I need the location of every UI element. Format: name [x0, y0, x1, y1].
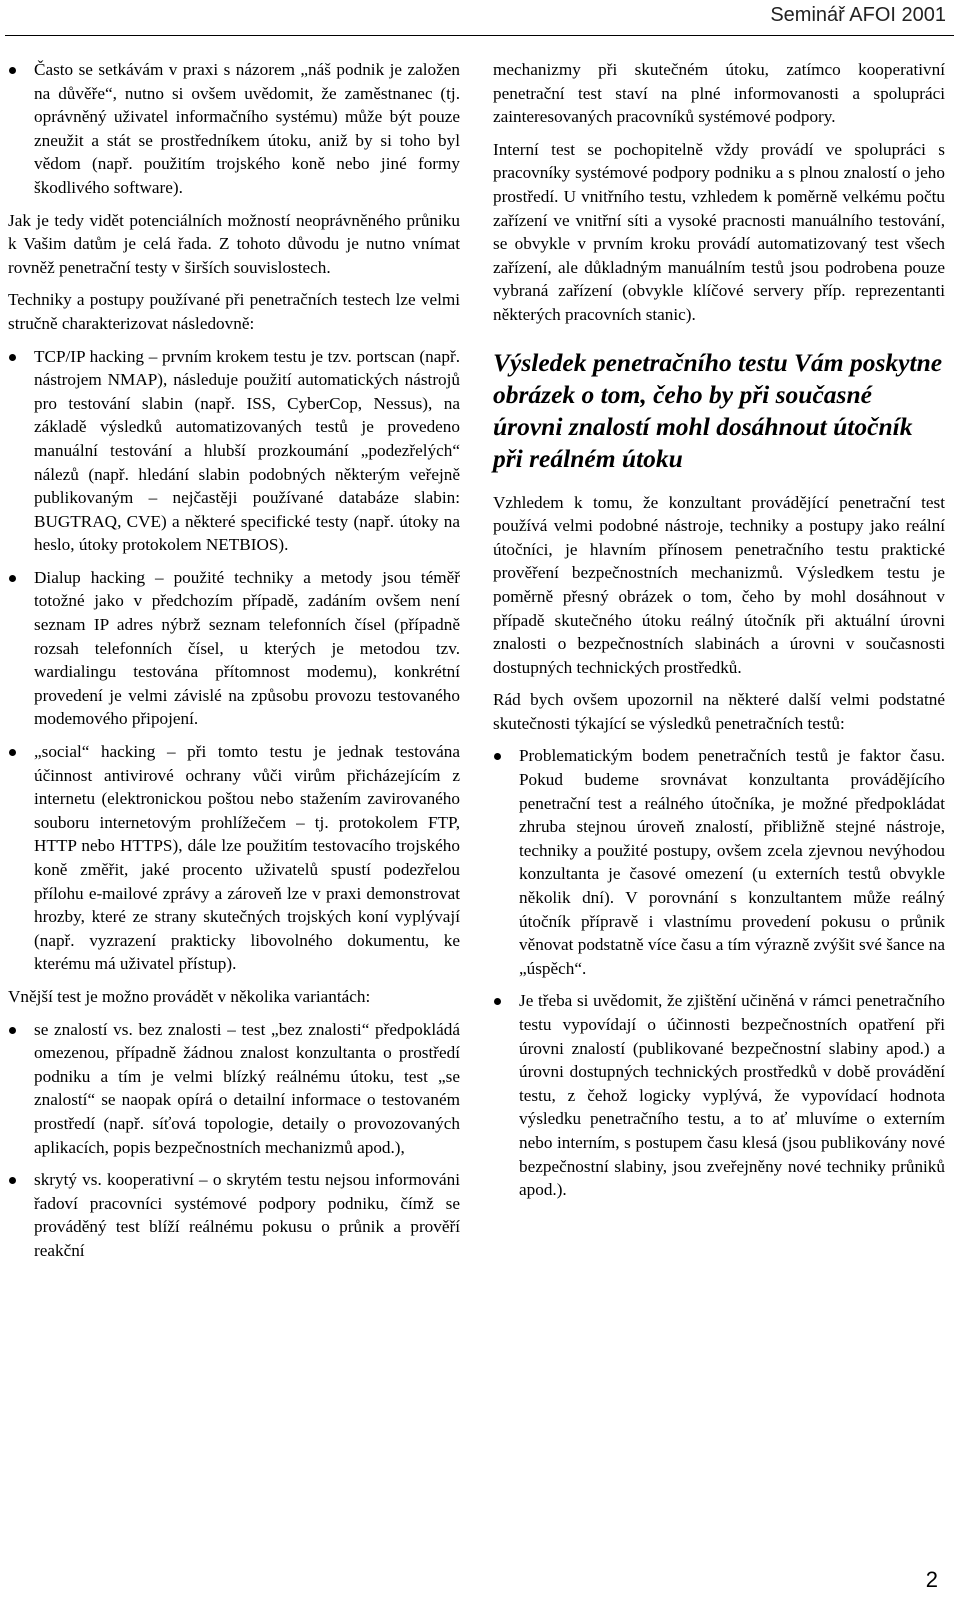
paragraph-internal-test: Interní test se pochopitelně vždy provádí ve spolupráci s pracovníky systémové podpory podniku a s plnou znalostí o jeho prostředí. U vnitřního testu, vzhledem k poměrně velkému počtu zařízení ve vnitřní síti a vysoké pracnosti manuálního testování, se obvykle v prvním kroku provádí automatizovaný test všech zařízení, ale důkladným manuálním testů jsou podrobena pouze vybraná zařízení (obvykle klíčové servery příp. reprezentanti některých pracovních stanic). — [493, 139, 945, 324]
variant-covert: skrytý vs. kooperativní – o skrytém testu nejsou informováni řadoví pracovníci systémové podpory podniku, čímž se prováděný test blíží reálnému pokusu o průnik a prověří reakční — [8, 1168, 460, 1262]
page-number: 2 — [925, 1567, 938, 1592]
intro-list — [8, 58, 460, 200]
paragraph-note-intro: Rád bych ovšem upozornil na některé další velmi podstatné skutečnosti týkající se výsledků penetračních testů: — [493, 690, 945, 733]
technique-social: „social“ hacking – při tomto testu je jednak testována účinnost antivirové ochrany vůči virům přicházejícím z internetu (elektronickou poštou nebo stažením zavirovaného souboru internetovým prohlížečem – tj. protokolem FTP, HTTP nebo HTTPS), dále lze použitím testovacího trojského koně změřit, jaké procento uživatelů spustí podezřelou přílohu e-mailové zprávy a zároveň lze v praxi demonstrovat hrozby, které ze strany skutečných trojských koní vyplývají (např. vyzrazení prakticky libovolného dokumentu, ke kterému má uživatel přístup). — [8, 740, 460, 976]
paragraph-penetration-context: Jak je tedy vidět potenciálních možností neoprávněného průniku k Vašim datům je celá řada. Z tohoto důvodu je nutno vnímat rovněž penetrační testy v širších souvislostech. — [8, 210, 460, 277]
intro-bullet: Často se setkávám v praxi s názorem „náš podnik je založen na důvěře“, nutno si ovšem uvědomit, že zaměstnanec (tj. oprávněný uživatel informačního systému) může být pouze zneužit a stát se prostředníkem útoku, aniž by si toho byl vědom (např. použitím trojského koně nebo jiné formy škodlivého software). — [8, 58, 460, 200]
paragraph-result: Vzhledem k tomu, že konzultant provádějící penetrační test používá velmi podobné nástroje, techniky a postupy jako reální útočníci, je hlavním přínosem penetračního testu praktické prověření bezpečnostních mechanizmů. Výsledkem testu je poměrně přesný obrázek o tom, čeho by mohl dosáhnout v případě skutečného útoku reálný útočník při aktuální úrovni znalosti o bezpečnostních slabinách a úrovni v současnosti dostupných technických prostředků. — [493, 492, 945, 677]
paragraph-continuation: mechanizmy při skutečném útoku, zatímco kooperativní penetrační test staví na plné informovanosti a spolupráci zainteresovaných pracovníků systémové podpory. — [493, 60, 945, 127]
note-time-factor: Problematickým bodem penetračních testů je faktor času. Pokud budeme srovnávat konzultanta provádějícího penetrační test a reálného útočníka, je možné předpokládat zhruba stejnou úroveň znalostí, přibližně stejné nástroje, techniky a použité postupy, ovšem zcela zjevnou nevýhodou konzultanta je časové omezení (u externích testů obvykle několik dní). V porovnání s konzultantem může reálný útočník přípravě i vlastnímu provedení pokusu o průnik věnovat podstatně více času a tím výrazně zvýšit své šance na „úspěch“. — [493, 744, 945, 980]
technique-tcpip: TCP/IP hacking – prvním krokem testu je tzv. portscan (např. nástrojem NMAP), následuje použití automatických nástrojů pro testování slabin (např. ISS, CyberCop, Nessus), na základě výsledků automatizovaných testů je provedeno manuální testování a hlubší prozkoumání „podezřelých“ nálezů (např. hledání slabin podobných některým veřejně publikovaným – nejčastěji používané databáze slabin: BUGTRAQ, CVE) a některé specifické testy (např. útoky na heslo, útoky protokolem NETBIOS). — [8, 345, 460, 557]
paragraph-techniques-intro: Techniky a postupy používané při penetračních testech lze velmi stručně charakterizovat následovně: — [8, 290, 460, 333]
section-subheading: Výsledek penetračního testu Vám poskytne obrázek o tom, čeho by při současné úrovni znalostí mohl dosáhnout útočník při reálném útoku — [493, 347, 943, 473]
technique-dialup: Dialup hacking – použité techniky a metody jsou téměř totožné jako v předchozím případě, zadáním ovšem není seznam IP adres nýbrž seznam telefonních čísel (případně rozsah telefonních čísel, u kterých je metodou tzv. wardialingu testována přítomnost modemu), konkrétní provedení je velmi závislé na způsobu provozu testovaného modemového připojení. — [8, 566, 460, 731]
variants-list — [8, 1018, 460, 1263]
header-rule — [5, 35, 954, 36]
techniques-list — [8, 345, 460, 976]
notes-list — [493, 744, 945, 1201]
left-column — [8, 58, 460, 1272]
right-column — [493, 58, 945, 1211]
page-header-title: Seminář AFOI 2001 — [770, 4, 946, 26]
variant-knowledge: se znalostí vs. bez znalosti – test „bez znalosti“ předpokládá omezenou, případně žádnou znalost konzultanta o prostředí podniku a tím je velmi blízký reálnému útoku, test „se znalostí“ se naopak opírá o detailní informace o testovaném prostředí (např. síťová topologie, detaily o provozovaných aplikacích, popis bezpečnostních mechanizmů apod.), — [8, 1018, 460, 1160]
paragraph-variants-intro: Vnější test je možno provádět v několika variantách: — [8, 986, 371, 1006]
note-validity: Je třeba si uvědomit, že zjištění učiněná v rámci penetračního testu vypovídají o účinnosti bezpečnostních opatření při úrovni znalostí (publikované bezpečnostní slabiny apod.) a úrovni dostupných technických prostředků v době provádění testu, z čehož logicky vyplývá, že vypovídací hodnota výsledku penetračního testu, a to ať mluvíme o externím nebo interním, s postupem času klesá (jsou publikovány nové bezpečnostní slabiny, jsou zveřejněny nové techniky průniků apod.). — [493, 989, 945, 1201]
